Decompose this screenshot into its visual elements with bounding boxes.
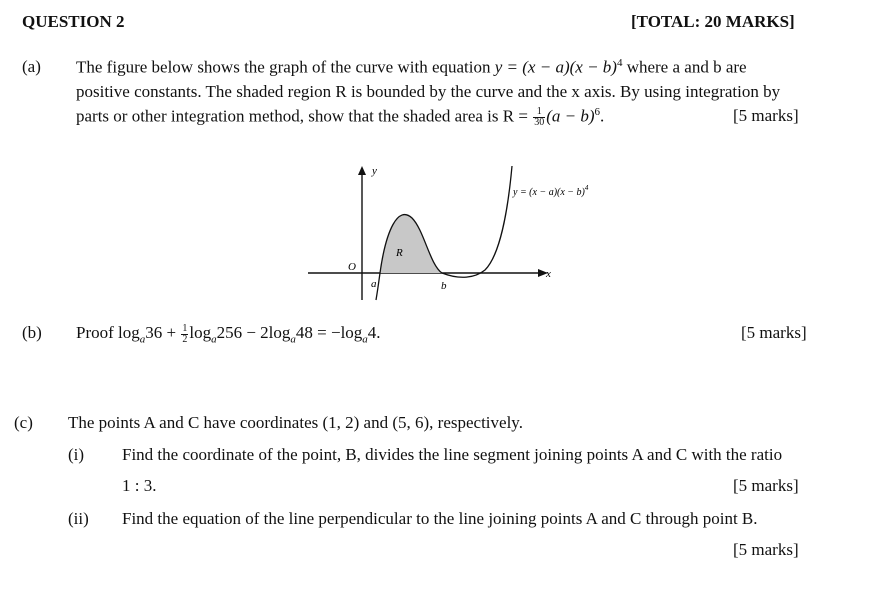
part-a-label: (a) bbox=[22, 57, 41, 76]
part-b-marks: [5 marks] bbox=[741, 323, 807, 342]
total-marks: [TOTAL: 20 MARKS] bbox=[631, 12, 795, 31]
curve-label-power: 4 bbox=[584, 184, 589, 192]
part-b-sub4: a bbox=[362, 333, 368, 346]
part-b-t2: log bbox=[189, 323, 212, 342]
part-a-line1-post: where a and b are bbox=[622, 57, 747, 77]
part-b-sub3: a bbox=[290, 333, 296, 346]
part-a-line3-end: . bbox=[600, 106, 605, 126]
half-fraction-num: 1 bbox=[182, 322, 188, 334]
part-b-t3: 256 − 2log bbox=[216, 323, 291, 342]
part-c-ii-text: Find the equation of the line perpendicular to the line joining points A and C through point B. bbox=[122, 509, 758, 528]
part-b-t0: Proof log bbox=[76, 323, 140, 342]
curve-label-text: y = (x − a)(x − b) bbox=[513, 187, 585, 198]
part-c-ii-label: (ii) bbox=[68, 509, 89, 528]
y-axis-label: y bbox=[372, 165, 377, 177]
part-b-t1: 36 + bbox=[145, 323, 181, 342]
curve-label bbox=[512, 184, 589, 198]
part-a-line1-pre: The figure below shows the graph of the curve with equation bbox=[76, 57, 495, 77]
half-fraction-den: 2 bbox=[182, 333, 188, 345]
region-label: R bbox=[396, 247, 403, 259]
area-expression: (a − b) bbox=[546, 106, 595, 126]
area-fraction-num: 1 bbox=[533, 107, 545, 118]
a-label: a bbox=[371, 278, 377, 290]
part-c-i-marks: [5 marks] bbox=[733, 476, 799, 495]
part-c-i-label: (i) bbox=[68, 445, 85, 464]
curve-equation: y = (x − a)(x − b) bbox=[494, 57, 617, 77]
part-a-line3-pre: parts or other integration method, show that the shaded area is R = bbox=[76, 106, 533, 126]
part-a-line1 bbox=[76, 57, 747, 78]
part-c-ii-marks: [5 marks] bbox=[733, 540, 799, 559]
b-label: b bbox=[441, 280, 447, 292]
part-b-statement bbox=[76, 323, 381, 345]
part-b-sub2: a bbox=[211, 333, 217, 346]
part-c-label: (c) bbox=[14, 413, 33, 432]
area-fraction-den: 30 bbox=[534, 117, 545, 129]
curve-equation-power: 4 bbox=[616, 57, 623, 69]
x-axis-label: x bbox=[546, 268, 551, 280]
half-fraction bbox=[181, 324, 188, 345]
question-title: QUESTION 2 bbox=[22, 12, 125, 31]
part-a-line2: positive constants. The shaded region R is bounded by the curve and the x axis. By using integration by bbox=[76, 82, 781, 101]
shaded-region-r bbox=[380, 215, 442, 273]
part-b-sub1: a bbox=[139, 333, 146, 346]
curve-graph bbox=[300, 160, 640, 310]
part-a-marks: [5 marks] bbox=[733, 106, 799, 125]
part-a-line3 bbox=[76, 106, 604, 128]
area-expression-power: 6 bbox=[594, 106, 600, 118]
area-fraction bbox=[533, 107, 545, 128]
part-b-t4: 48 = −log bbox=[295, 323, 363, 342]
part-c-i-text: Find the coordinate of the point, B, divides the line segment joining points A and C with the ratio bbox=[122, 445, 783, 464]
origin-label: O bbox=[348, 261, 356, 273]
y-axis-arrow bbox=[358, 166, 366, 175]
part-c-text: The points A and C have coordinates (1, 2) and (5, 6), respectively. bbox=[68, 413, 523, 432]
part-c-i-ratio: 1 : 3. bbox=[122, 476, 157, 495]
part-b-t5: 4. bbox=[367, 323, 381, 342]
part-b-label: (b) bbox=[22, 323, 42, 342]
